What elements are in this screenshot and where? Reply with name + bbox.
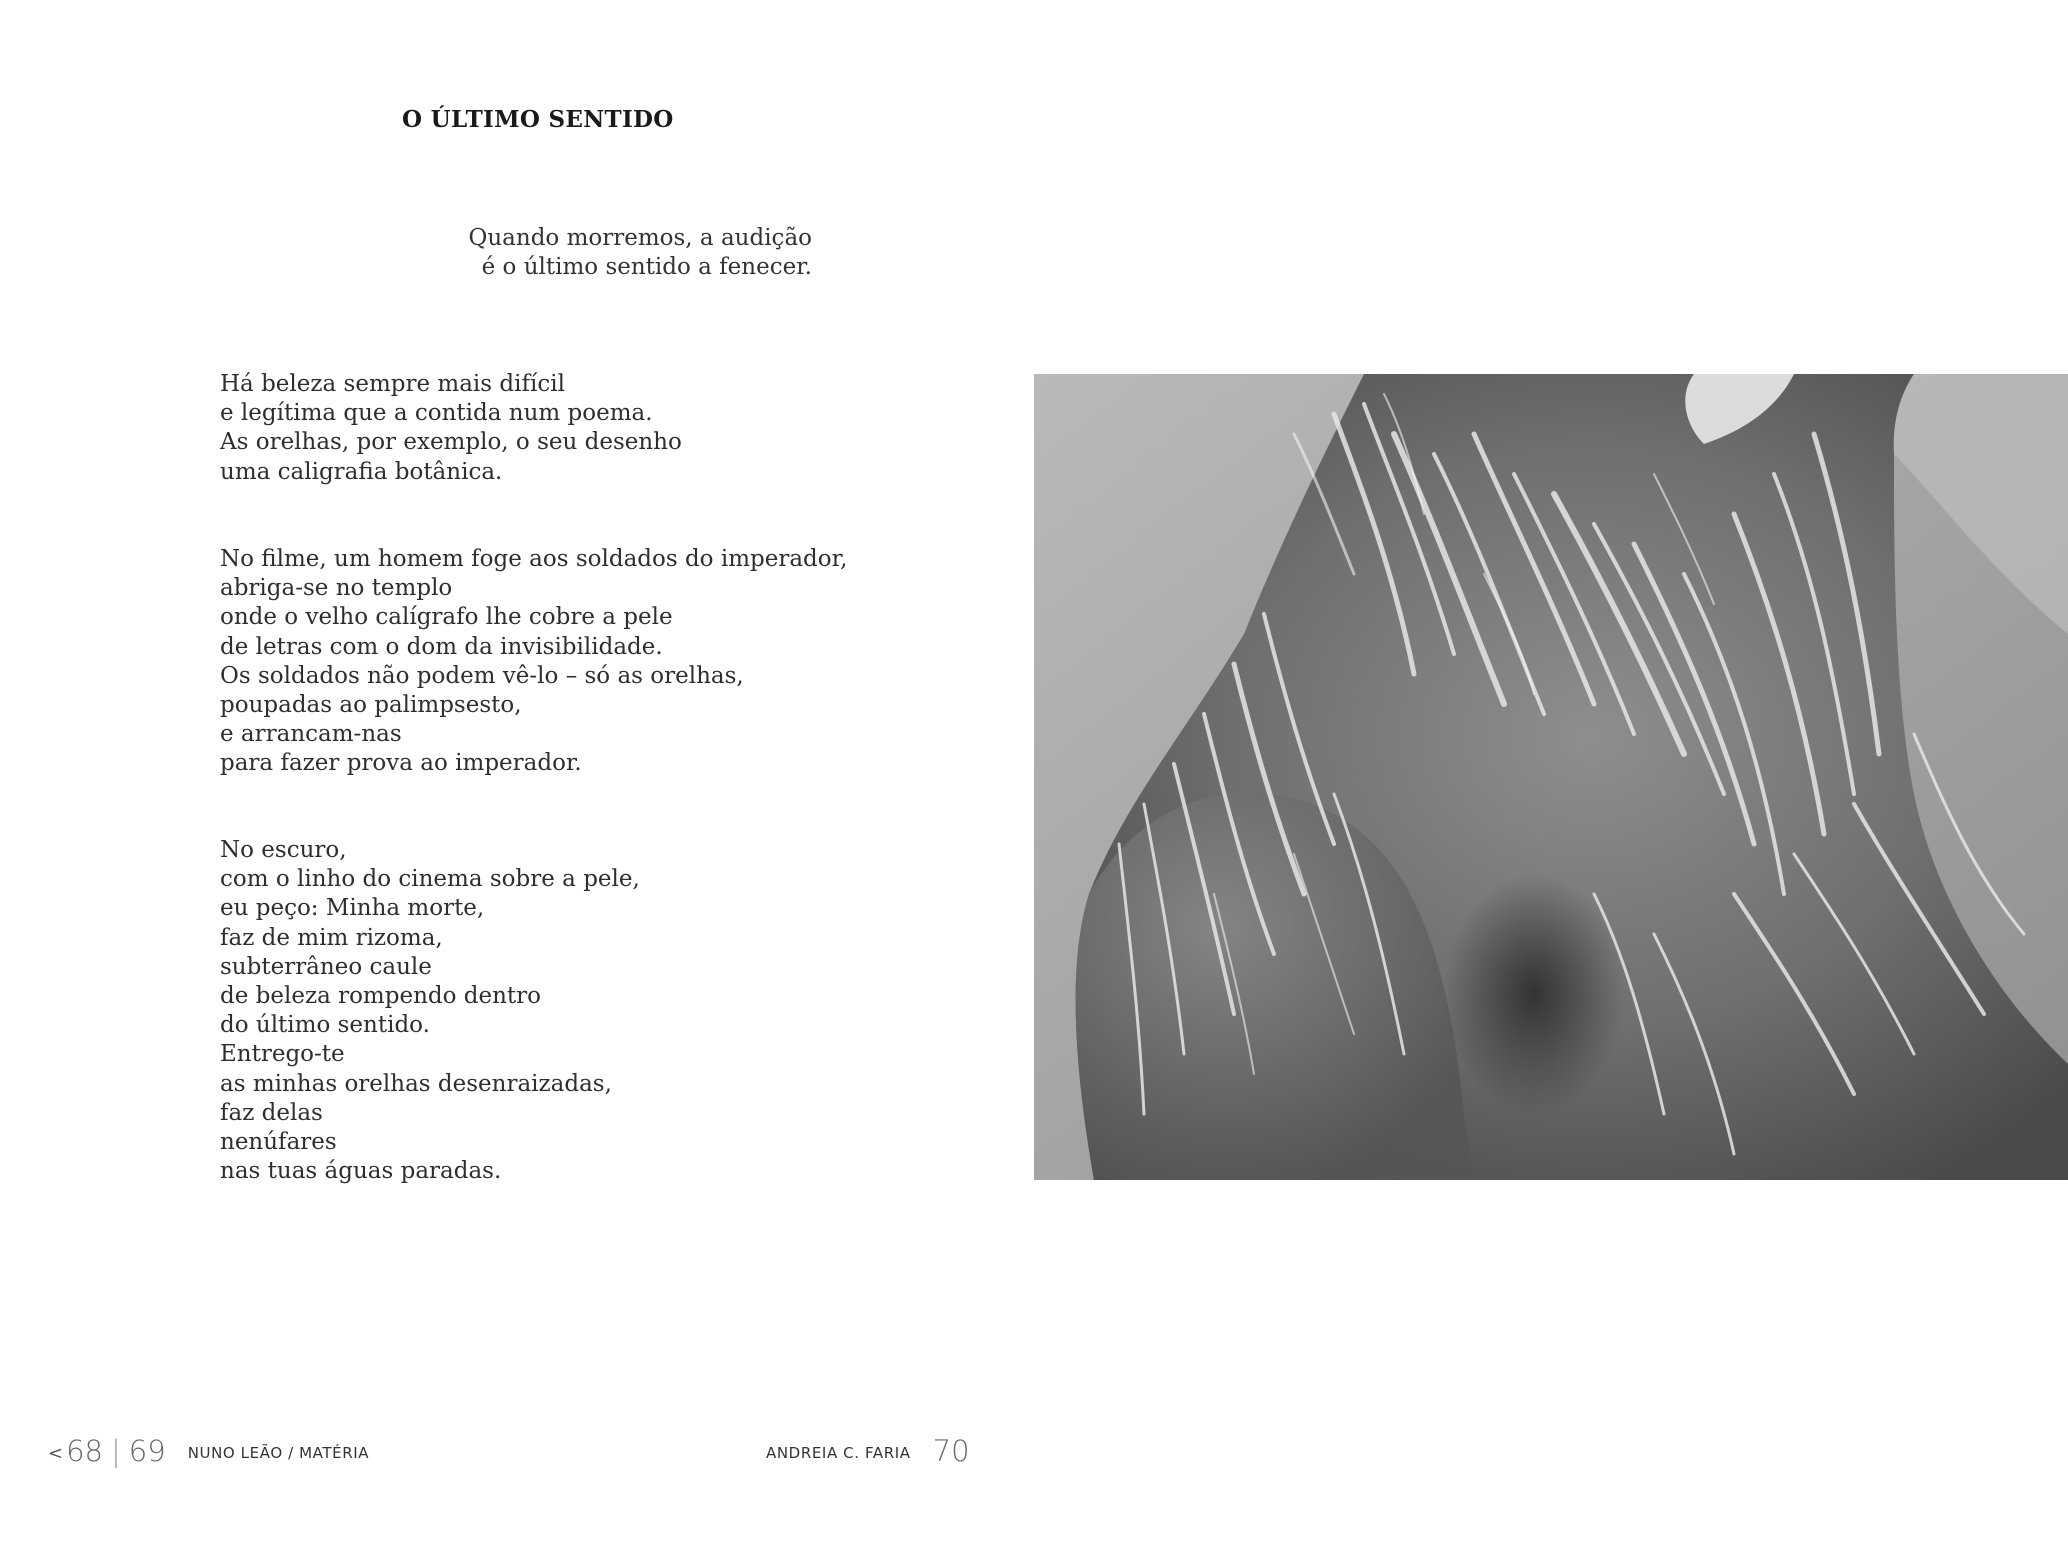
current-page-number: 70	[932, 1434, 970, 1468]
footer-right	[766, 1434, 970, 1468]
verse-line: abriga-se no templo	[220, 575, 453, 602]
poem-title: O ÚLTIMO SENTIDO	[402, 106, 674, 133]
previous-page-arrow-icon[interactable]: <	[48, 1443, 64, 1464]
running-author: ANDREIA C. FARIA	[766, 1444, 911, 1462]
verse-line: e legítima que a contida num poema.	[220, 400, 653, 427]
verse-line: subterrâneo caule	[220, 953, 432, 980]
verse-line: No filme, um homem foge aos soldados do imperador,	[220, 546, 848, 572]
page-separator: |	[111, 1434, 121, 1468]
verse-line: faz de mim rizoma,	[220, 924, 443, 951]
verse-line: No escuro,	[220, 837, 347, 863]
page-number-right[interactable]: 69	[128, 1434, 166, 1468]
stanza	[220, 370, 682, 487]
verse-line: poupadas ao palimpsesto,	[220, 692, 522, 719]
verse-line: e arrancam-nas	[220, 721, 402, 748]
epigraph-line: é o último sentido a fenecer.	[481, 254, 812, 280]
verse-line: Há beleza sempre mais difícil	[220, 371, 565, 397]
verse-line: onde o velho calígrafo lhe cobre a pele	[220, 604, 673, 631]
verse-line: de beleza rompendo dentro	[220, 983, 542, 1010]
verse-line: Entrego-te	[220, 1041, 345, 1068]
verse-line: nas tuas águas paradas.	[220, 1158, 502, 1185]
running-head: NUNO LEÃO / MATÉRIA	[187, 1444, 370, 1462]
verse-line: uma caligrafia botânica.	[220, 458, 503, 485]
epigraph	[212, 224, 812, 282]
epigraph-line: Quando morremos, a audição	[468, 225, 812, 251]
verse-line: de letras com o dom da invisibilidade.	[220, 633, 663, 660]
footer-left	[48, 1434, 369, 1468]
verse-line: Os soldados não podem vê-lo – só as orelhas,	[220, 662, 744, 689]
verse-line: nenúfares	[220, 1129, 337, 1156]
verse-line: do último sentido.	[220, 1012, 430, 1039]
verse-line: com o linho do cinema sobre a pele,	[220, 866, 640, 893]
verse-line: as minhas orelhas desenraizadas,	[220, 1070, 612, 1097]
torso-photograph	[1034, 374, 2068, 1180]
page-number-left[interactable]: 68	[66, 1434, 103, 1468]
verse-line: As orelhas, por exemplo, o seu desenho	[220, 429, 682, 456]
verse-line: para fazer prova ao imperador.	[220, 750, 582, 777]
stanza	[220, 545, 847, 779]
verse-line: faz delas	[220, 1099, 323, 1126]
verse-line: eu peço: Minha morte,	[220, 895, 485, 922]
stanza	[220, 836, 640, 1186]
